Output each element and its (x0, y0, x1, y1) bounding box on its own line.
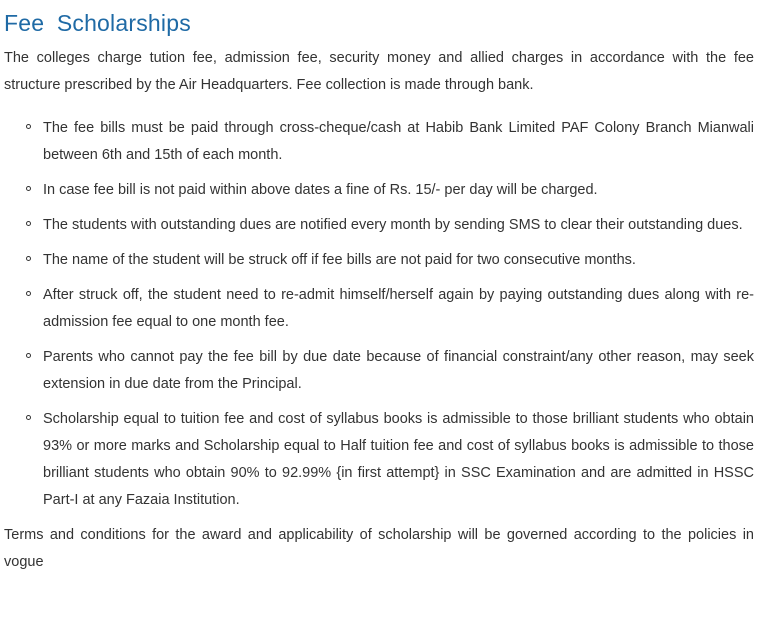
list-item (43, 344, 754, 398)
list-item-text: The fee bills must be paid through cross-cheque/cash at Habib Bank Limited PAF Colony Branch Mianwali between 6th and 15th of each month. (43, 120, 754, 163)
hollow-circle-bullet-icon (26, 353, 31, 358)
fee-rules-list (4, 115, 754, 514)
closing-paragraph: Terms and conditions for the award and applicability of scholarship will be governed according to the policies in vogue (4, 527, 754, 570)
list-item (43, 282, 754, 336)
list-item (43, 115, 754, 169)
hollow-circle-bullet-icon (26, 256, 31, 261)
list-item (43, 406, 754, 514)
hollow-circle-bullet-icon (26, 186, 31, 191)
list-item-text: Parents who cannot pay the fee bill by due date because of financial constraint/any other reason, may seek extension in due date from the Principal. (43, 349, 754, 392)
fee-scholarships-section (4, 0, 754, 576)
list-item-text: The name of the student will be struck off if fee bills are not paid for two consecutive months. (43, 252, 636, 268)
list-item (43, 247, 754, 274)
list-item-text: After struck off, the student need to re-admit himself/herself again by paying outstanding dues along with re-admission fee equal to one month fee. (43, 287, 754, 330)
hollow-circle-bullet-icon (26, 291, 31, 296)
hollow-circle-bullet-icon (26, 415, 31, 420)
page-title: Fee Scholarships (4, 10, 191, 36)
list-item (43, 177, 754, 204)
list-item-text: The students with outstanding dues are notified every month by sending SMS to clear their outstanding dues. (43, 217, 743, 233)
list-item-text: Scholarship equal to tuition fee and cost of syllabus books is admissible to those brilliant students who obtain 93% or more marks and Scholarship equal to Half tuition fee and cost of syllabus books is admissible to those brilliant students who obtain 90% to 92.99% {in first attempt} in SSC Examination and are admitted in HSSC Part-I at any Fazaia Institution. (43, 411, 754, 508)
hollow-circle-bullet-icon (26, 221, 31, 226)
list-item (43, 212, 754, 239)
list-item-text: In case fee bill is not paid within above dates a fine of Rs. 15/- per day will be charged. (43, 182, 598, 198)
hollow-circle-bullet-icon (26, 124, 31, 129)
intro-paragraph: The colleges charge tution fee, admission fee, security money and allied charges in accordance with the fee structure prescribed by the Air Headquarters. Fee collection is made through bank. (4, 50, 754, 93)
